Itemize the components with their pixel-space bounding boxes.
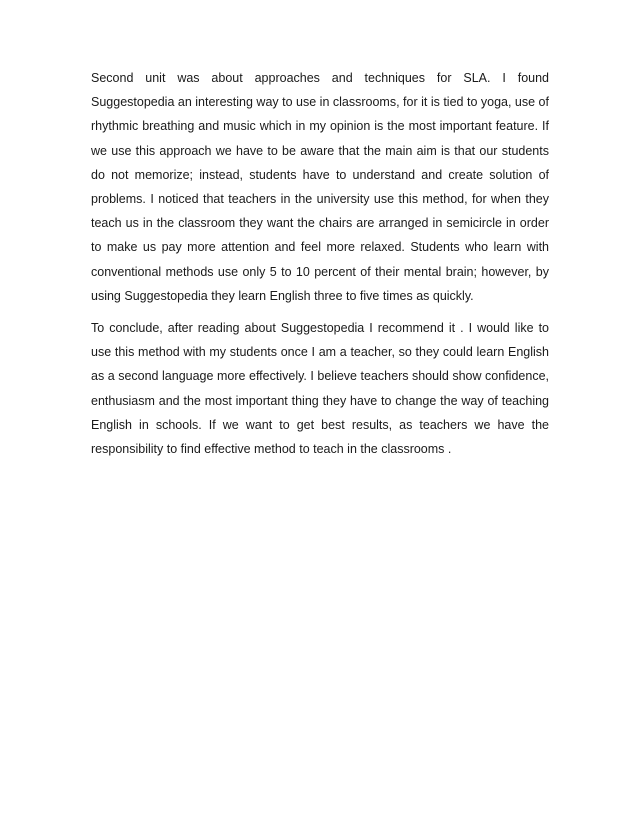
document-body <box>91 66 549 461</box>
paragraph-conclusion: To conclude, after reading about Suggestopedia I recommend it . I would like to use this method with my students once I am a teacher, so they could learn English as a second language more effectively. I believe teachers should show confidence, enthusiasm and the most important thing they have to change the way of teaching English in schools. If we want to get best results, as teachers we have the responsibility to find effective method to teach in the classrooms . <box>91 321 549 457</box>
paragraph-approaches: Second unit was about approaches and techniques for SLA. I found Suggestopedia an interesting way to use in classrooms, for it is tied to yoga, use of rhythmic breathing and music which in my opinion is the most important feature. If we use this approach we have to be aware that the main aim is that our students do not memorize; instead, students have to understand and create solution of problems. I noticed that teachers in the university use this method, for when they teach us in the classroom they want the chairs are arranged in semicircle in order to make us pay more attention and feel more relaxed. Students who learn with conventional methods use only 5 to 10 percent of their mental brain; however, by using Suggestopedia they learn English three to five times as quickly. <box>91 71 549 303</box>
